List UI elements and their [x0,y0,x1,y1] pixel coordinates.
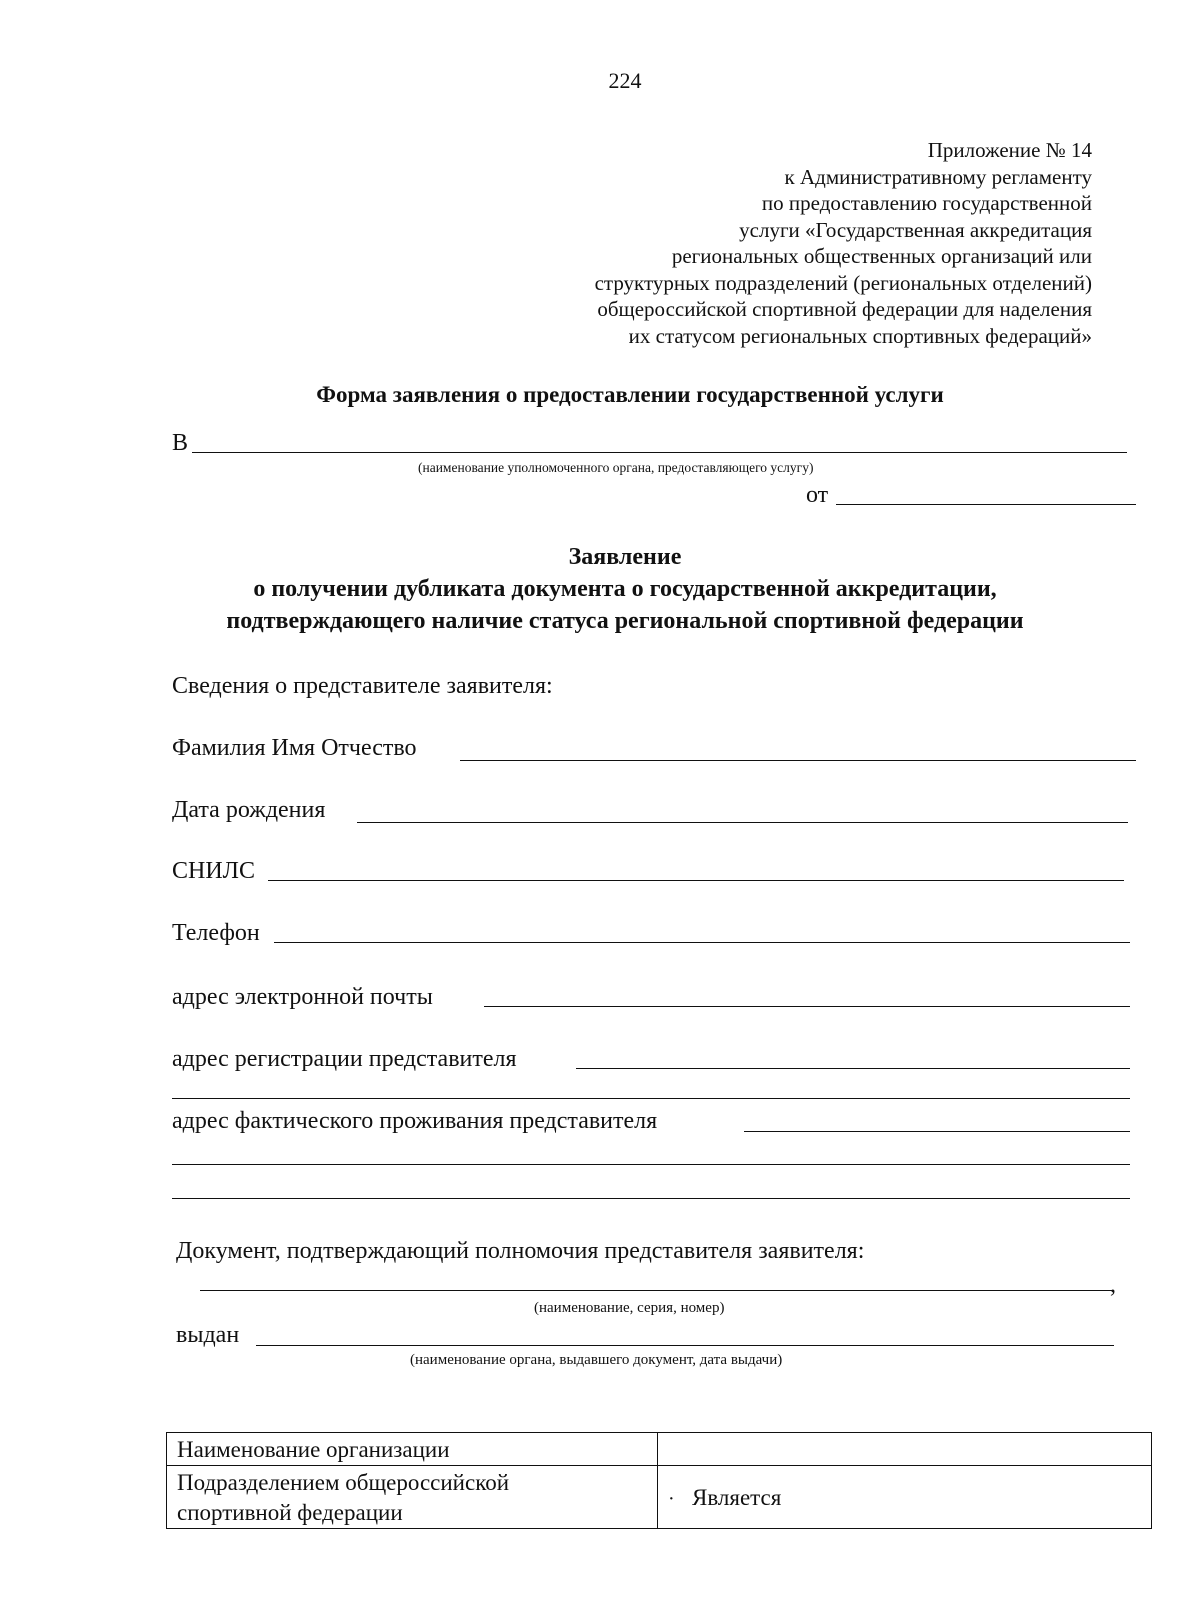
addressee-caption: (наименование уполномоченного органа, предоставляющего услугу) [418,460,814,475]
snils-input-line[interactable] [268,880,1124,881]
organization-name-label: Наименование организации [167,1433,658,1466]
reg-address-input-line[interactable] [576,1068,1130,1069]
actual-address-label: адрес фактического проживания представителя [172,1108,658,1134]
actual-address-input-line-3[interactable] [172,1198,1130,1199]
reg-address-input-line-2[interactable] [172,1098,1130,1099]
appendix-line: региональных общественных организаций или [671,244,1092,268]
appendix-reference [472,137,1092,349]
table-row [167,1466,1152,1529]
addressee-input-line[interactable] [192,452,1127,453]
authority-document-caption: (наименование, серия, номер) [534,1300,725,1316]
federation-division-label [167,1466,658,1529]
authority-document-input-line[interactable] [200,1290,1112,1291]
form-title: Форма заявления о предоставлении государственной услуги [316,382,944,407]
appendix-line: к Административному регламенту [784,164,1092,189]
statement-subtitle-line1: о получении дубликата документа о государственной аккредитации, [253,576,997,602]
organization-name-value[interactable] [658,1433,1152,1466]
issued-label: выдан [176,1322,240,1348]
organization-table [166,1432,1152,1529]
appendix-line: общероссийской спортивной федерации для наделения [597,297,1092,321]
federation-division-option: Является [692,1484,782,1510]
actual-address-input-line-2[interactable] [172,1164,1130,1165]
phone-label: Телефон [172,920,260,946]
email-label: адрес электронной почты [172,984,433,1010]
addressee-prefix: В [172,430,189,456]
federation-division-value[interactable] [658,1466,1152,1529]
page-number: 224 [608,68,642,93]
federation-division-label-line2: спортивной федерации [177,1500,403,1525]
reg-address-label: адрес регистрации представителя [172,1046,517,1072]
birth-date-input-line[interactable] [357,822,1128,823]
issued-input-line[interactable] [256,1345,1114,1346]
birth-date-label: Дата рождения [172,797,326,823]
appendix-line: услуги «Государственная аккредитация [739,217,1092,242]
authority-document-comma: , [1110,1272,1116,1298]
fio-label: Фамилия Имя Отчество [172,735,417,761]
federation-division-label-line1: Подразделением общероссийской [177,1470,510,1495]
bullet-icon: · [668,1487,675,1510]
appendix-line: Приложение № 14 [927,138,1092,162]
fio-input-line[interactable] [460,760,1136,761]
from-label: от [806,482,829,508]
appendix-line: их статусом региональных спортивных федераций» [628,323,1092,348]
table-row [167,1433,1152,1466]
statement-subtitle-line2: подтверждающего наличие статуса региональной спортивной федерации [226,608,1024,634]
issuer-caption: (наименование органа, выдавшего документ, дата выдачи) [410,1352,783,1368]
authority-document-heading: Документ, подтверждающий полномочия представителя заявителя: [176,1238,865,1264]
actual-address-input-line[interactable] [744,1131,1130,1132]
snils-label: СНИЛС [172,858,255,884]
appendix-line: по предоставлению государственной [761,191,1092,215]
appendix-line: структурных подразделений (региональных отделений) [594,270,1092,295]
statement-title: Заявление [568,544,682,570]
from-input-line[interactable] [836,504,1136,505]
phone-input-line[interactable] [274,942,1130,943]
representative-heading: Сведения о представителе заявителя: [172,673,553,699]
email-input-line[interactable] [484,1006,1130,1007]
